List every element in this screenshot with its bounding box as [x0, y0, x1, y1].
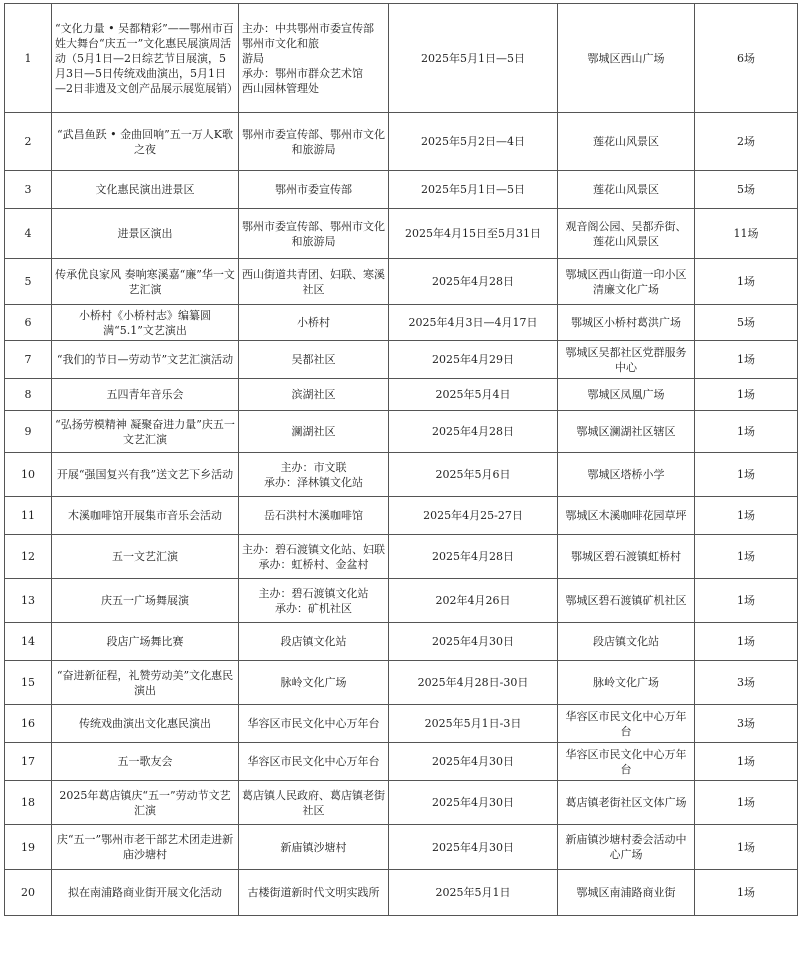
event-venue: 华容区市民文化中心万年台 — [558, 705, 695, 743]
row-number: 9 — [5, 411, 52, 453]
event-organizer: 古楼街道新时代文明实践所 — [239, 870, 389, 916]
row-number: 1 — [5, 4, 52, 113]
table-row — [5, 705, 798, 743]
event-date: 2025年4月30日 — [389, 623, 558, 661]
table-row — [5, 4, 798, 113]
event-count: 1场 — [695, 453, 798, 497]
event-count: 1场 — [695, 743, 798, 781]
event-venue: 鄂城区南浦路商业街 — [558, 870, 695, 916]
table-row — [5, 305, 798, 341]
event-name: 五四青年音乐会 — [52, 379, 239, 411]
row-number: 5 — [5, 259, 52, 305]
event-date: 2025年4月30日 — [389, 825, 558, 870]
event-organizer: 华容区市民文化中心万年台 — [239, 705, 389, 743]
event-venue: 鄂城区凤凰广场 — [558, 379, 695, 411]
event-organizer: 小桥村 — [239, 305, 389, 341]
table-row — [5, 411, 798, 453]
event-count: 1场 — [695, 341, 798, 379]
event-date: 2025年4月3日—4月17日 — [389, 305, 558, 341]
event-count: 5场 — [695, 171, 798, 209]
row-number: 18 — [5, 781, 52, 825]
event-venue: 脉岭文化广场 — [558, 661, 695, 705]
event-name: 传承优良家风 奏响寒溪嘉“廉”华一文艺汇演 — [52, 259, 239, 305]
event-organizer: 滨湖社区 — [239, 379, 389, 411]
row-number: 3 — [5, 171, 52, 209]
event-venue: 葛店镇老街社区文体广场 — [558, 781, 695, 825]
table-row — [5, 579, 798, 623]
event-date: 202年4月26日 — [389, 579, 558, 623]
event-date: 2025年5月1日-3日 — [389, 705, 558, 743]
event-name: 五一歌友会 — [52, 743, 239, 781]
event-venue: 鄂城区小桥村葛洪广场 — [558, 305, 695, 341]
row-number: 10 — [5, 453, 52, 497]
events-table — [4, 3, 798, 916]
table-row — [5, 259, 798, 305]
row-number: 14 — [5, 623, 52, 661]
event-name: “奋进新征程，礼赞劳动美”文化惠民演出 — [52, 661, 239, 705]
event-count: 1场 — [695, 623, 798, 661]
event-venue: 新庙镇沙塘村委会活动中心广场 — [558, 825, 695, 870]
event-name: “文化力量 • 吴都精彩”——鄂州市百姓大舞台“庆五一”文化惠民展演周活动（5月1日—2日综艺节目展演，5月3日—5日传统戏曲演出，5月1日—2日非遗及文创产品展示展览展销） — [52, 4, 239, 113]
event-name: 进景区演出 — [52, 209, 239, 259]
event-venue: 莲花山风景区 — [558, 171, 695, 209]
row-number: 15 — [5, 661, 52, 705]
event-name: 文化惠民演出进景区 — [52, 171, 239, 209]
event-date: 2025年4月28日-30日 — [389, 661, 558, 705]
table-row — [5, 379, 798, 411]
event-count: 1场 — [695, 379, 798, 411]
event-venue: 鄂城区木溪咖啡花园草坪 — [558, 497, 695, 535]
event-name: 五一文艺汇演 — [52, 535, 239, 579]
event-organizer: 吴都社区 — [239, 341, 389, 379]
event-venue: 鄂城区吴都社区党群服务中心 — [558, 341, 695, 379]
events-table-body — [5, 4, 798, 916]
event-name: 庆五一广场舞展演 — [52, 579, 239, 623]
event-name: 段店广场舞比赛 — [52, 623, 239, 661]
event-name: “我们的节日—劳动节”文艺汇演活动 — [52, 341, 239, 379]
row-number: 13 — [5, 579, 52, 623]
event-venue: 鄂城区澜湖社区辖区 — [558, 411, 695, 453]
event-organizer: 鄂州市委宣传部 — [239, 171, 389, 209]
row-number: 4 — [5, 209, 52, 259]
event-name: 木溪咖啡馆开展集市音乐会活动 — [52, 497, 239, 535]
row-number: 11 — [5, 497, 52, 535]
event-date: 2025年4月30日 — [389, 781, 558, 825]
row-number: 20 — [5, 870, 52, 916]
event-organizer: 新庙镇沙塘村 — [239, 825, 389, 870]
event-name: 传统戏曲演出文化惠民演出 — [52, 705, 239, 743]
event-name: “武昌鱼跃 • 金曲回响”五一万人K歌之夜 — [52, 113, 239, 171]
event-organizer: 段店镇文化站 — [239, 623, 389, 661]
table-row — [5, 743, 798, 781]
event-venue: 观音阁公园、吴都乔街、莲花山风景区 — [558, 209, 695, 259]
table-row — [5, 661, 798, 705]
event-count: 3场 — [695, 705, 798, 743]
row-number: 8 — [5, 379, 52, 411]
event-count: 1场 — [695, 259, 798, 305]
event-date: 2025年5月2日—4日 — [389, 113, 558, 171]
event-organizer: 主办：碧石渡镇文化站 承办：矿机社区 — [239, 579, 389, 623]
table-row — [5, 535, 798, 579]
event-organizer: 澜湖社区 — [239, 411, 389, 453]
event-organizer: 主办：中共鄂州市委宣传部 鄂州市文化和旅 游局 承办：鄂州市群众艺术馆 西山园林管理处 — [239, 4, 389, 113]
event-organizer: 岳石洪村木溪咖啡馆 — [239, 497, 389, 535]
event-date: 2025年4月28日 — [389, 259, 558, 305]
table-row — [5, 497, 798, 535]
event-organizer: 鄂州市委宣传部、鄂州市文化和旅游局 — [239, 209, 389, 259]
event-count: 1场 — [695, 825, 798, 870]
table-row — [5, 171, 798, 209]
event-organizer: 华容区市民文化中心万年台 — [239, 743, 389, 781]
event-date: 2025年4月28日 — [389, 535, 558, 579]
event-count: 1场 — [695, 870, 798, 916]
event-venue: 鄂城区碧石渡镇矿机社区 — [558, 579, 695, 623]
event-venue: 华容区市民文化中心万年台 — [558, 743, 695, 781]
row-number: 2 — [5, 113, 52, 171]
event-date: 2025年4月25-27日 — [389, 497, 558, 535]
row-number: 17 — [5, 743, 52, 781]
event-name: 开展“强国复兴有我”送文艺下乡活动 — [52, 453, 239, 497]
event-count: 1场 — [695, 781, 798, 825]
event-count: 1场 — [695, 497, 798, 535]
table-row — [5, 623, 798, 661]
event-count: 1场 — [695, 535, 798, 579]
event-count: 1场 — [695, 579, 798, 623]
event-venue: 莲花山风景区 — [558, 113, 695, 171]
event-venue: 鄂城区碧石渡镇虹桥村 — [558, 535, 695, 579]
event-venue: 鄂城区西山广场 — [558, 4, 695, 113]
event-date: 2025年4月29日 — [389, 341, 558, 379]
row-number: 6 — [5, 305, 52, 341]
event-count: 6场 — [695, 4, 798, 113]
event-venue: 段店镇文化站 — [558, 623, 695, 661]
event-organizer: 主办：市文联 承办：泽林镇文化站 — [239, 453, 389, 497]
event-count: 5场 — [695, 305, 798, 341]
table-row — [5, 825, 798, 870]
event-organizer: 鄂州市委宣传部、鄂州市文化和旅游局 — [239, 113, 389, 171]
table-row — [5, 781, 798, 825]
event-name: 庆“五一”鄂州市老干部艺术团走进新庙沙塘村 — [52, 825, 239, 870]
event-count: 1场 — [695, 411, 798, 453]
table-row — [5, 341, 798, 379]
event-name: 小桥村《小桥村志》编纂圆满“5.1”文艺演出 — [52, 305, 239, 341]
row-number: 16 — [5, 705, 52, 743]
row-number: 7 — [5, 341, 52, 379]
event-count: 11场 — [695, 209, 798, 259]
event-date: 2025年5月1日 — [389, 870, 558, 916]
event-organizer: 脉岭文化广场 — [239, 661, 389, 705]
event-count: 2场 — [695, 113, 798, 171]
event-organizer: 主办：碧石渡镇文化站、妇联 承办：虹桥村、金盆村 — [239, 535, 389, 579]
event-date: 2025年5月1日—5日 — [389, 171, 558, 209]
table-row — [5, 113, 798, 171]
event-name: 拟在南浦路商业街开展文化活动 — [52, 870, 239, 916]
event-date: 2025年4月15日至5月31日 — [389, 209, 558, 259]
event-name: 2025年葛店镇庆“五一”劳动节文艺汇演 — [52, 781, 239, 825]
event-date: 2025年5月6日 — [389, 453, 558, 497]
table-row — [5, 870, 798, 916]
event-venue: 鄂城区西山街道一印小区清廉文化广场 — [558, 259, 695, 305]
event-date: 2025年5月4日 — [389, 379, 558, 411]
event-venue: 鄂城区塔桥小学 — [558, 453, 695, 497]
table-row — [5, 453, 798, 497]
event-organizer: 西山街道共青团、妇联、寒溪社区 — [239, 259, 389, 305]
table-row — [5, 209, 798, 259]
row-number: 12 — [5, 535, 52, 579]
event-date: 2025年4月30日 — [389, 743, 558, 781]
event-organizer: 葛店镇人民政府、葛店镇老街社区 — [239, 781, 389, 825]
event-date: 2025年4月28日 — [389, 411, 558, 453]
event-name: “弘扬劳模精神 凝聚奋进力量”庆五一文艺汇演 — [52, 411, 239, 453]
row-number: 19 — [5, 825, 52, 870]
event-count: 3场 — [695, 661, 798, 705]
event-date: 2025年5月1日—5日 — [389, 4, 558, 113]
